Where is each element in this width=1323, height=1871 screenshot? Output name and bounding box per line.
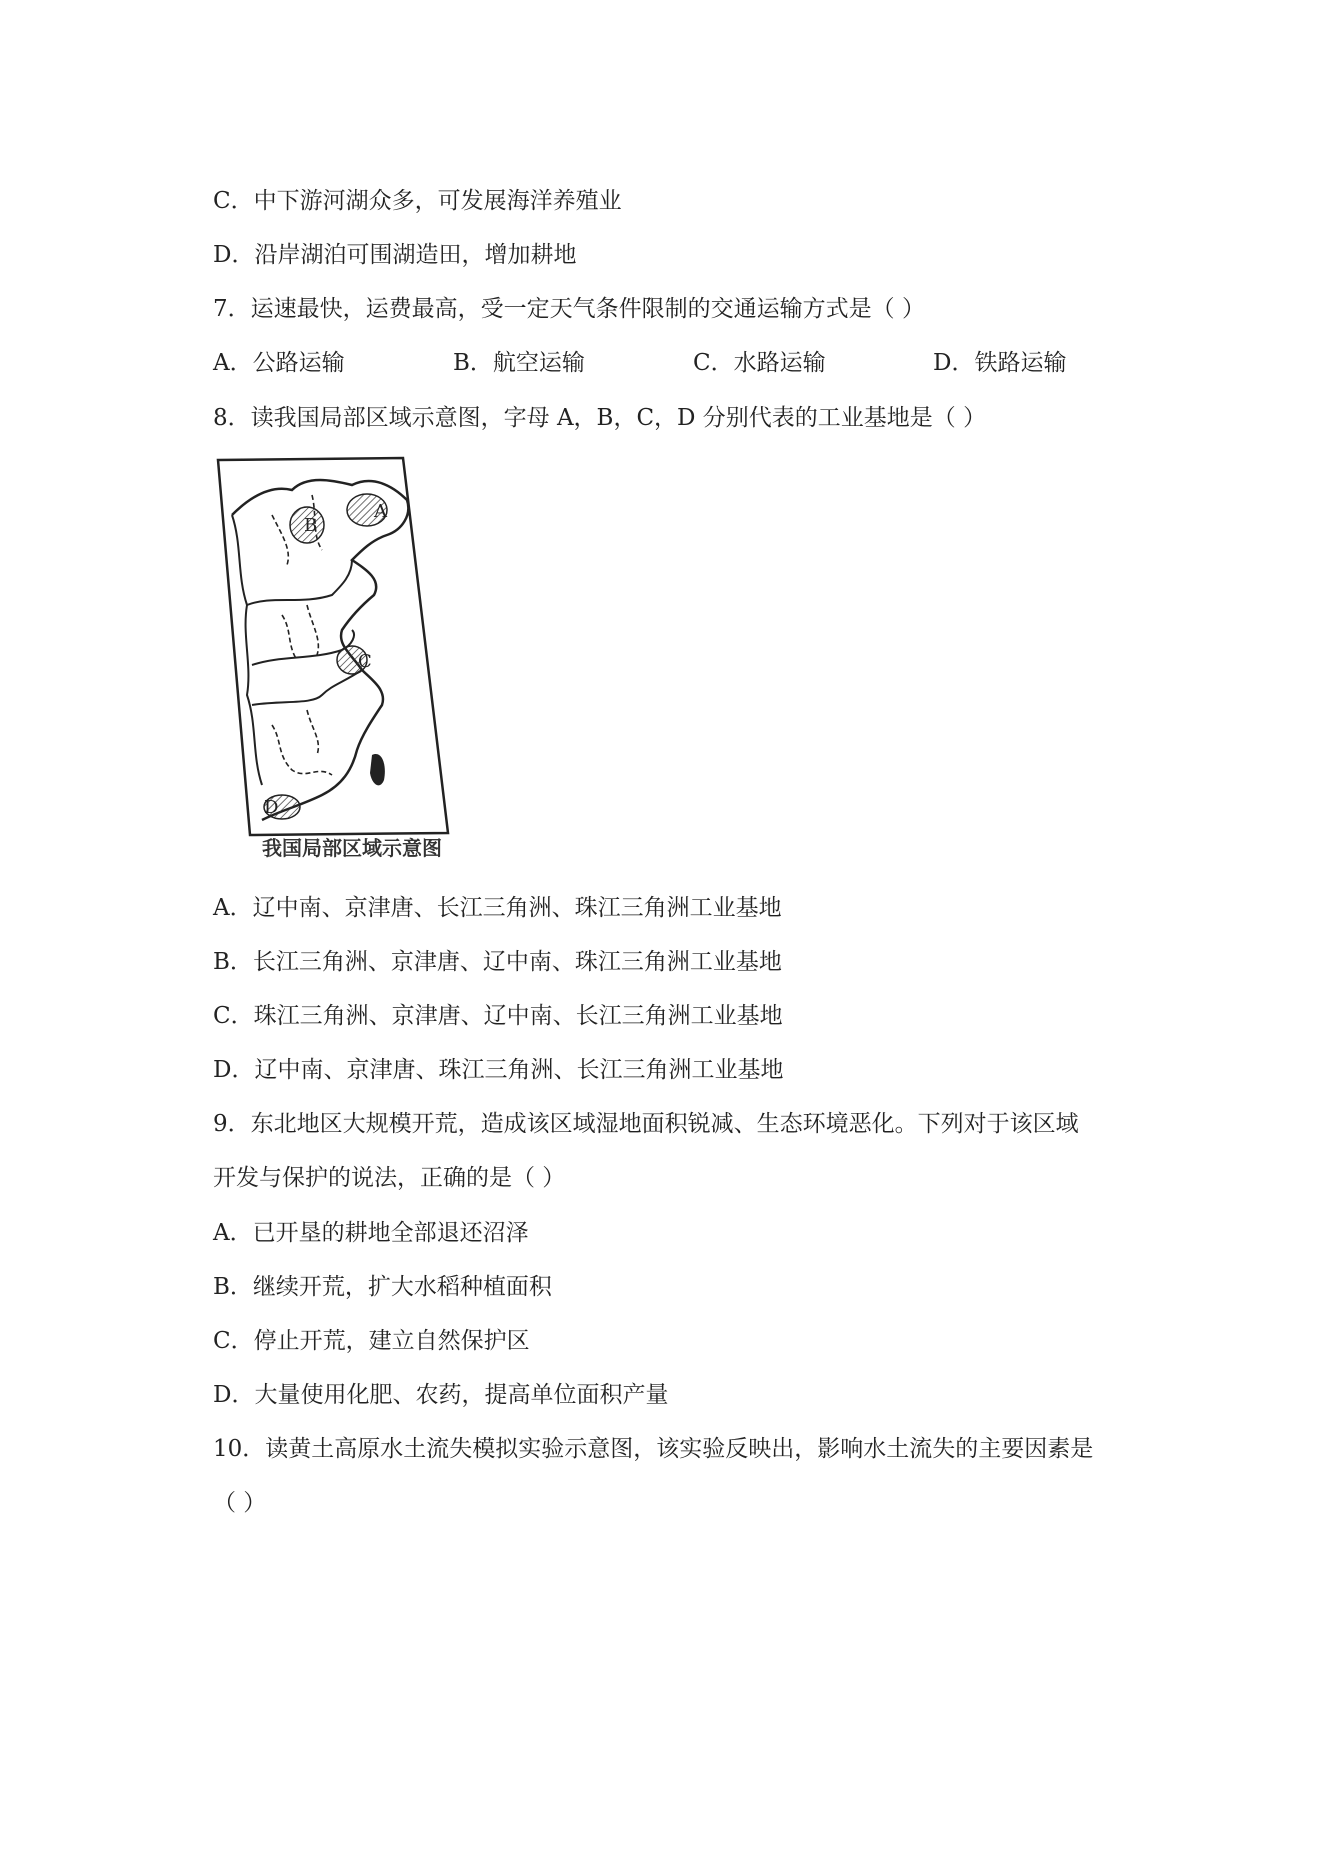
q7-stem: 7．运速最快，运费最高，受一定天气条件限制的交通运输方式是（ ） [213,296,925,322]
map-border-3 [252,670,362,705]
q8-stem: 8．读我国局部区域示意图，字母 A，B，C，D 分别代表的工业基地是（ ） [213,405,987,431]
q9-option-d: D．大量使用化肥、农药，提高单位面积产量 [213,1382,669,1408]
q7-option-c: C．水路运输 [693,350,826,376]
q9-stem-line2: 开发与保护的说法，正确的是（ ） [213,1165,566,1191]
map-island [370,754,385,785]
q7-option-b: B．航空运输 [453,350,585,376]
map-label-c: C [358,651,372,672]
map-dashed-3 [272,710,332,775]
q6-option-d: D．沿岸湖泊可围湖造田，增加耕地 [213,242,577,268]
q10-stem-line2: （ ） [213,1490,267,1516]
q9-option-c: C．停止开荒，建立自然保护区 [213,1328,530,1354]
q6-option-c: C．中下游河湖众多，可发展海洋养殖业 [213,188,622,214]
q8-option-b: B．长江三角洲、京津唐、辽中南、珠江三角洲工业基地 [213,949,782,975]
map-border-1 [247,560,352,605]
map-border-west [232,515,262,785]
map-dashed-2 [282,605,318,660]
q8-option-c: C．珠江三角洲、京津唐、辽中南、长江三角洲工业基地 [213,1003,783,1029]
q9-option-a: A．已开垦的耕地全部退还沼泽 [213,1220,529,1246]
q9-stem-line1: 9．东北地区大规模开荒，造成该区域湿地面积锐减、生态环境恶化。下列对于该区域 [213,1111,1079,1137]
regional-map-figure [212,455,462,865]
q8-option-a: A．辽中南、京津唐、长江三角洲、珠江三角洲工业基地 [213,895,782,921]
q7-option-a: A．公路运输 [213,350,345,376]
q10-stem-line1: 10．读黄土高原水土流失模拟实验示意图，该实验反映出，影响水土流失的主要因素是 [213,1436,1094,1462]
map-label-d: D [264,797,279,818]
q9-option-b: B．继续开荒，扩大水稻种植面积 [213,1274,552,1300]
map-caption: 我国局部区域示意图 [262,836,442,860]
q8-option-d: D．辽中南、京津唐、珠江三角洲、长江三角洲工业基地 [213,1057,784,1083]
map-frame [218,458,448,835]
regional-map [212,455,462,865]
map-label-a: A [374,501,387,522]
map-label-b: B [304,515,318,536]
q7-option-d: D．铁路运输 [933,350,1067,376]
